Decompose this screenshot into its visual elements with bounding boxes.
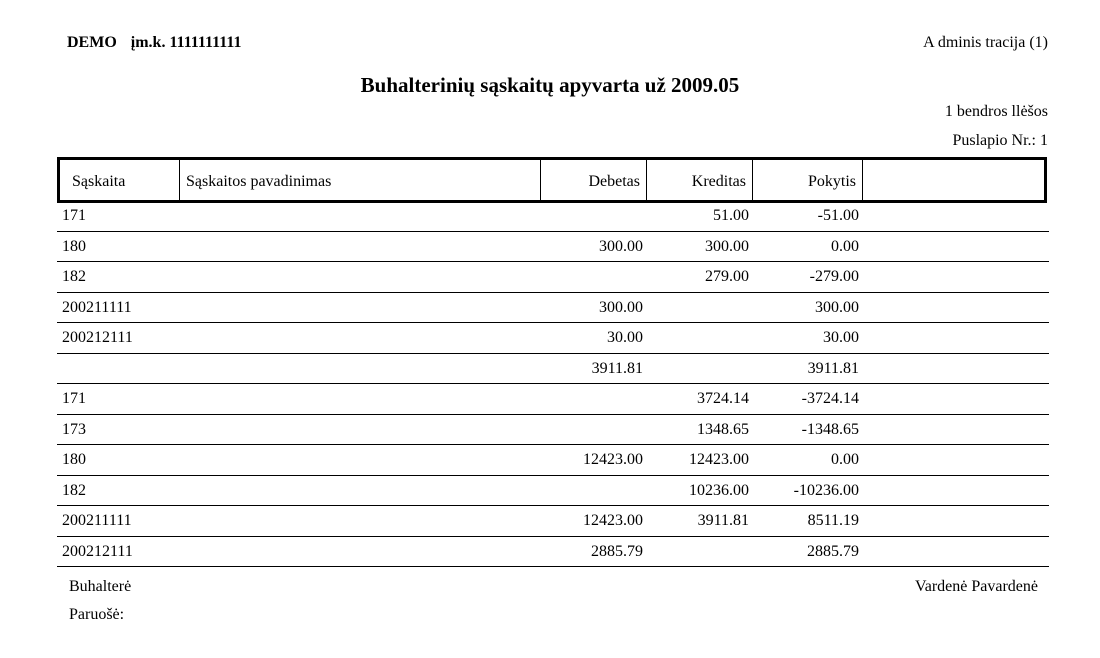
page-number: Puslapio Nr.: 1 bbox=[952, 132, 1048, 149]
cell-credit: 1348.65 bbox=[697, 420, 749, 438]
cell-change: 300.00 bbox=[815, 298, 859, 316]
cell-credit: 300.00 bbox=[705, 237, 749, 255]
cell-debit: 2885.79 bbox=[591, 542, 643, 560]
cell-change: -279.00 bbox=[809, 268, 859, 285]
accountant-name: Vardenė Pavardenė bbox=[914, 578, 1038, 595]
company-info bbox=[67, 34, 242, 52]
cell-account bbox=[57, 354, 541, 384]
cell-account: 200212111 bbox=[62, 542, 133, 560]
cell-account: 200211111 bbox=[62, 298, 132, 316]
prepared-by-label: Paruošė: bbox=[69, 606, 125, 623]
cell-account: 173 bbox=[62, 420, 86, 438]
table-row bbox=[57, 384, 1049, 415]
table-row bbox=[57, 323, 1049, 354]
cell-change: -3724.14 bbox=[801, 390, 859, 407]
cell-change: 3911.81 bbox=[807, 359, 859, 377]
cell-credit: 51.00 bbox=[713, 207, 749, 224]
column-header-debit: Debetas bbox=[541, 160, 647, 200]
cell-debit bbox=[541, 384, 647, 414]
table-row bbox=[57, 415, 1049, 446]
cell-change: 0.00 bbox=[831, 451, 859, 468]
cell-credit bbox=[647, 537, 753, 567]
cell-account: 182 bbox=[62, 268, 86, 285]
cell-debit bbox=[541, 476, 647, 506]
cell-credit: 279.00 bbox=[705, 268, 749, 285]
cell-account: 182 bbox=[62, 481, 86, 499]
user-label: A dminis tracija (1) bbox=[923, 34, 1048, 51]
cell-change: -1348.65 bbox=[801, 420, 859, 438]
cell-debit bbox=[541, 415, 647, 445]
table-row bbox=[57, 506, 1049, 537]
cell-debit: 12423.00 bbox=[583, 451, 643, 468]
column-header-account: Sąskaita bbox=[60, 160, 180, 200]
cell-debit: 300.00 bbox=[599, 298, 643, 316]
column-header-extra bbox=[863, 160, 1044, 200]
cell-account: 200211111 bbox=[62, 512, 132, 529]
cell-credit: 12423.00 bbox=[689, 451, 749, 468]
table-body bbox=[57, 201, 1049, 567]
table-header bbox=[57, 157, 1047, 203]
cell-change: 0.00 bbox=[831, 237, 859, 255]
column-header-credit: Kreditas bbox=[647, 160, 753, 200]
cell-change: 8511.19 bbox=[807, 512, 859, 529]
accountant-label: Buhalterė bbox=[69, 578, 132, 595]
table-row bbox=[57, 537, 1049, 568]
table-row bbox=[57, 445, 1049, 476]
cell-debit: 12423.00 bbox=[583, 512, 643, 529]
cell-change: -51.00 bbox=[817, 207, 859, 224]
table-row bbox=[57, 201, 1049, 232]
cell-change: 30.00 bbox=[823, 329, 859, 346]
cell-credit bbox=[647, 323, 753, 353]
fund-label: 1 bendros llėšos bbox=[944, 103, 1048, 120]
cell-account: 180 bbox=[62, 237, 86, 255]
report-title: Buhalterinių sąskaitų apyvarta už 2009.05 bbox=[360, 73, 740, 97]
company-name: DEMO bbox=[67, 34, 117, 51]
cell-credit bbox=[647, 354, 753, 384]
table-row bbox=[57, 476, 1049, 507]
cell-credit: 3911.81 bbox=[697, 512, 749, 529]
table-row bbox=[57, 232, 1049, 263]
cell-account: 180 bbox=[62, 451, 86, 468]
cell-debit bbox=[541, 201, 647, 231]
cell-change: -10236.00 bbox=[793, 481, 859, 499]
cell-account: 200212111 bbox=[62, 329, 133, 346]
cell-account: 171 bbox=[62, 390, 86, 407]
column-header-account-name: Sąskaitos pavadinimas bbox=[180, 160, 541, 200]
cell-account: 171 bbox=[62, 207, 86, 224]
cell-debit bbox=[541, 262, 647, 292]
column-header-change: Pokytis bbox=[753, 160, 863, 200]
cell-credit: 3724.14 bbox=[697, 390, 749, 407]
cell-debit: 30.00 bbox=[607, 329, 643, 346]
company-code: įm.k. 1111111111 bbox=[130, 34, 242, 51]
cell-debit: 300.00 bbox=[599, 237, 643, 255]
table-row bbox=[57, 293, 1049, 324]
cell-credit bbox=[647, 293, 753, 323]
cell-debit: 3911.81 bbox=[591, 359, 643, 377]
table-row bbox=[57, 354, 1049, 385]
cell-change: 2885.79 bbox=[807, 542, 859, 560]
table-row bbox=[57, 262, 1049, 293]
cell-credit: 10236.00 bbox=[689, 481, 749, 499]
